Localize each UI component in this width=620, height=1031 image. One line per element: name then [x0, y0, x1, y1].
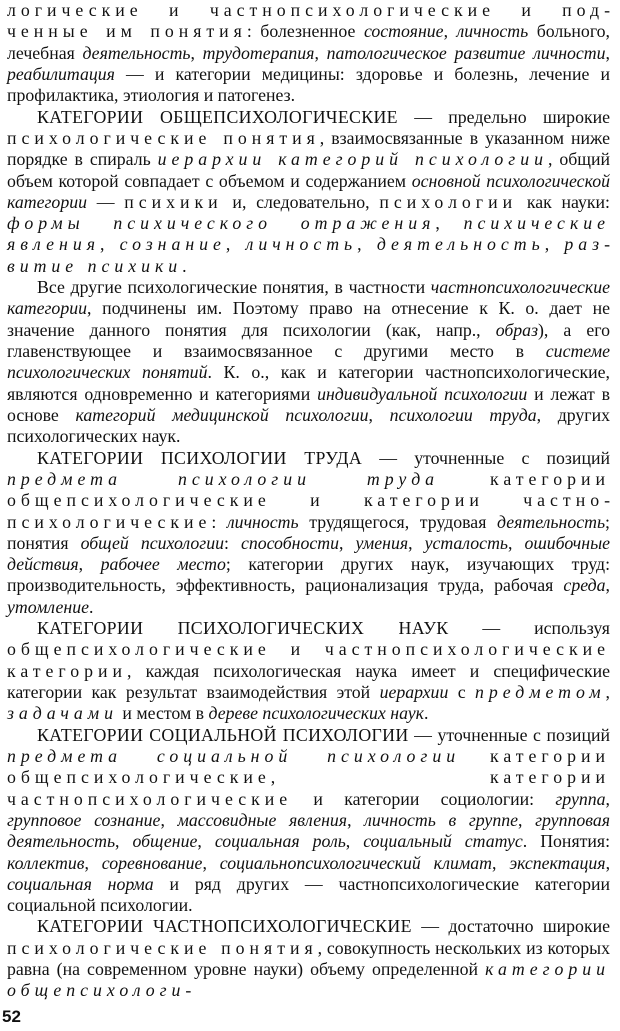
text-run: групповое сознание	[7, 809, 161, 830]
page-number: 52	[2, 1007, 21, 1026]
text-run: ,	[605, 852, 611, 873]
text-run: , взаимосвязанные в указанном ниже порядке в спираль	[7, 127, 610, 170]
text-run: и местом в	[117, 703, 209, 724]
text-run: ; понятия	[7, 511, 610, 553]
text-run: состояние	[363, 21, 444, 42]
text-run: ,	[605, 788, 610, 809]
text-run: .	[182, 255, 187, 276]
text-run: дереве психологических наук	[208, 703, 424, 724]
text-run: : болезненное	[246, 21, 364, 42]
text-run: ,	[345, 831, 364, 852]
dictionary-entry	[7, 916, 610, 1001]
text-run: :	[211, 511, 227, 532]
text-run: усталость	[424, 532, 508, 553]
text-run: :	[223, 532, 241, 553]
text-run: , других психологических наук.	[7, 404, 611, 447]
text-run: ,	[435, 213, 464, 234]
text-run: ,	[197, 831, 215, 852]
text-run: деятельность	[82, 42, 191, 63]
dictionary-column	[7, 0, 610, 1002]
text-run: ,	[190, 42, 203, 63]
text-run: ,	[508, 532, 525, 553]
text-run: ,	[605, 42, 610, 63]
text-run: психики	[124, 191, 223, 212]
text-run: патологическое развитие личности	[326, 42, 606, 63]
text-run: психологии труда	[389, 404, 537, 425]
entry-headword: КАТЕГОРИИ ОБЩЕПСИХОЛОГИЧЕСКИЕ	[37, 106, 398, 127]
text-run: социальный статус	[363, 831, 523, 852]
text-run: личность	[456, 21, 529, 42]
dictionary-entry	[7, 725, 610, 917]
text-run: — достаточно широкие	[411, 916, 610, 937]
text-run: личность в группе	[364, 809, 518, 830]
text-run: психологии	[379, 191, 518, 212]
text-run: , общий объем которой совпадает с объемом и содержанием	[7, 149, 610, 191]
text-run: частнопсихологические категории	[7, 277, 610, 319]
text-run: и ряд других — частнопсихологические категории социальной психологии.	[7, 873, 611, 916]
text-run: группа	[555, 788, 606, 809]
text-run: среда	[563, 575, 606, 596]
text-run: способности	[240, 532, 339, 553]
text-run: с	[448, 682, 476, 702]
text-run: — уточненные с позиций	[362, 447, 610, 468]
text-run: , каждая психологическая наука имеет и специфические категории как результат взаимодействия этой	[7, 660, 610, 702]
text-run: и категории социологии:	[292, 788, 556, 809]
body-paragraph	[7, 277, 610, 448]
text-run: . К. о., как и категории частнопсихологические, являются одновременно и категориями	[7, 362, 610, 404]
text-run: трудящегося, трудовая	[298, 511, 497, 532]
text-run: ,	[202, 852, 220, 873]
continued-paragraph	[7, 0, 610, 107]
text-run: логические и частнопсихологические и подченные им понятия	[7, 0, 610, 42]
text-run: основной психологической категории	[7, 170, 610, 212]
text-run: экспектация	[509, 852, 606, 873]
dictionary-entry	[7, 107, 610, 278]
text-run: развитие психики	[7, 234, 610, 276]
dictionary-entry	[7, 448, 610, 619]
text-run: психологические понятия	[7, 937, 318, 958]
text-run: . Понятия:	[522, 831, 611, 852]
text-run: категории общепсихологические, категории частнопсихологические	[7, 745, 610, 809]
text-run: — предельно широкие	[397, 106, 611, 127]
text-run: ,	[99, 234, 120, 255]
text-run: ,	[339, 532, 356, 553]
text-run: задачами	[7, 703, 118, 724]
entry-headword: КАТЕГОРИИ ЧАСТНОПСИХОЛОГИЧЕСКИЕ	[37, 916, 412, 937]
text-run: предметом	[475, 682, 606, 702]
text-run: иерархии категорий психологии	[157, 149, 548, 170]
text-run: психологические понятия	[7, 127, 320, 148]
text-run: умения	[355, 532, 409, 553]
text-run: Все другие психологические понятия, в частности	[37, 277, 431, 298]
text-run: .	[89, 596, 94, 617]
text-run: сознание	[119, 234, 226, 255]
text-run: общение	[132, 831, 198, 852]
text-run: рабочее место	[100, 554, 226, 575]
text-run: системе психологических понятий	[7, 341, 610, 383]
text-run: как науки:	[517, 191, 610, 212]
text-run: утомление	[7, 596, 89, 617]
text-run: ,	[492, 852, 510, 873]
text-run: ,	[84, 852, 102, 873]
text-run: личность	[226, 511, 299, 532]
text-run: , совокупность нескольких из которых равна (на современном уровне науки) объему определенной	[7, 937, 610, 980]
text-run: категории общепсихологи-	[7, 959, 610, 1001]
text-run: ,	[605, 575, 610, 596]
text-run: ошибочные действия	[7, 532, 611, 575]
text-run: ,	[544, 234, 565, 255]
text-run: ,	[78, 554, 101, 575]
text-run: ,	[408, 532, 425, 553]
text-run: — и категории медицины: здоровье и болезнь, лечение и профилактика, этиология и патогенез.	[7, 63, 610, 106]
text-run: массовидные явления	[177, 809, 348, 830]
text-run: , подчинены им. Поэтому право на отнесение к К. о. дает не значение данного понятия для психологии (как, напр.,	[7, 298, 610, 340]
text-run: — уточненные с позиций	[408, 724, 610, 745]
text-run: реабилитация	[7, 63, 115, 84]
text-run: психические явления	[7, 213, 610, 255]
text-run: —	[87, 191, 125, 212]
text-run: ,	[225, 234, 246, 255]
text-run: ,	[605, 682, 610, 702]
text-run: общей психологии	[80, 532, 224, 553]
text-run: деятельность	[376, 234, 545, 255]
text-run: и, следовательно,	[222, 191, 380, 212]
text-run: групповая деятельность	[7, 809, 611, 852]
text-run: индивидуальной психологии	[317, 383, 528, 404]
text-run: ,	[314, 42, 327, 63]
text-run: социальная роль	[214, 831, 346, 852]
text-run: больного, лечебная	[7, 21, 610, 63]
text-run: личность	[245, 234, 358, 255]
text-run: социальнопсихологический климат	[219, 852, 493, 873]
text-run: общепсихологические и частнопсихологические категории	[7, 639, 610, 681]
text-run: предмета психологии труда	[7, 468, 440, 489]
text-run: образ	[495, 319, 539, 340]
text-run: и лежат в основе	[7, 383, 610, 425]
dictionary-entry	[7, 618, 610, 725]
text-run: иерархии	[379, 682, 449, 702]
text-run: соревнование	[101, 852, 203, 873]
entry-headword: КАТЕГОРИИ ПСИХОЛОГИИ ТРУДА	[37, 447, 363, 468]
text-run: формы психического отражения	[7, 213, 436, 234]
text-run: ,	[115, 831, 133, 852]
text-run: ,	[347, 809, 365, 830]
text-run: предмета социальной психологии	[7, 745, 461, 766]
text-run	[439, 469, 490, 489]
text-run: социальная норма	[7, 873, 154, 894]
text-run: ,	[518, 809, 536, 830]
text-run: ,	[160, 809, 178, 830]
text-run: ,	[357, 234, 377, 255]
text-run: .	[423, 703, 429, 724]
text-run: трудотерапия	[202, 42, 315, 63]
text-run: категории общепсихологические и категории частнопсихологические	[7, 468, 610, 532]
entry-headword: КАТЕГОРИИ СОЦИАЛЬНОЙ ПСИХОЛОГИИ	[37, 724, 409, 745]
text-run: категорий медицинской психологии	[75, 404, 369, 425]
text-run	[460, 746, 490, 766]
text-run: ,	[368, 404, 390, 425]
text-run: коллектив	[7, 852, 85, 873]
entry-headword: КАТЕГОРИИ ПСИХОЛОГИЧЕСКИХ НАУК	[37, 618, 449, 639]
text-run: — используя	[448, 618, 610, 639]
text-run: ; категории других наук, изучающих труд: производительность, эффективность, рационализация труда, рабочая	[7, 554, 611, 596]
text-run: ), а его главенствующее и взаимосвязанное с другими место в	[7, 319, 610, 361]
text-run: ,	[443, 21, 457, 42]
text-run: деятельность	[497, 511, 606, 532]
